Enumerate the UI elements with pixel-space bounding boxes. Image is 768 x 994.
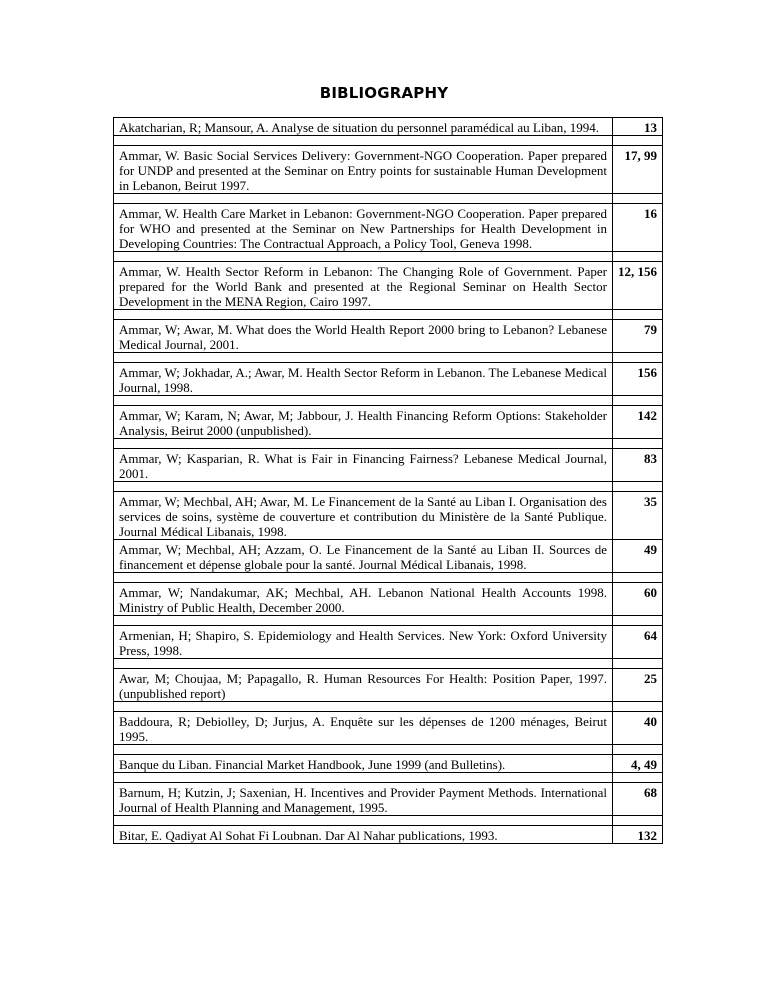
table-row xyxy=(114,363,663,396)
spacer-row xyxy=(114,659,663,669)
table-row xyxy=(114,118,663,136)
table-row xyxy=(114,583,663,616)
page-numbers: 49 xyxy=(613,540,663,573)
table-row xyxy=(114,492,663,540)
reference-text: Ammar, W; Kasparian, R. What is Fair in Financing Fairness? Lebanese Medical Journal, 2001. xyxy=(114,449,613,482)
page-numbers: 40 xyxy=(613,712,663,745)
page-numbers: 68 xyxy=(613,783,663,816)
table-row xyxy=(114,669,663,702)
reference-text: Bitar, E. Qadiyat Al Sohat Fi Loubnan. Dar Al Nahar publications, 1993. xyxy=(114,826,613,844)
table-row xyxy=(114,826,663,844)
reference-text: Ammar, W. Health Sector Reform in Lebanon: The Changing Role of Government. Paper prepared for the World Bank and presented at the Regional Seminar on Health Sector Development in the MENA Region, Cairo 1997. xyxy=(114,262,613,310)
reference-text: Armenian, H; Shapiro, S. Epidemiology and Health Services. New York: Oxford University Press, 1998. xyxy=(114,626,613,659)
table-row xyxy=(114,406,663,439)
reference-text: Ammar, W. Basic Social Services Delivery: Government-NGO Cooperation. Paper prepared for UNDP and presented at the Seminar on Entry points for sustainable Human Development in Lebanon, Beirut 1997. xyxy=(114,146,613,194)
page-numbers: 16 xyxy=(613,204,663,252)
table-row xyxy=(114,540,663,573)
reference-text: Ammar, W; Nandakumar, AK; Mechbal, AH. Lebanon National Health Accounts 1998. Ministry of Public Health, December 2000. xyxy=(114,583,613,616)
page-numbers: 64 xyxy=(613,626,663,659)
spacer-row xyxy=(114,252,663,262)
table-row xyxy=(114,262,663,310)
bibliography-table xyxy=(113,117,663,844)
page-numbers: 12, 156 xyxy=(613,262,663,310)
spacer-row xyxy=(114,136,663,146)
reference-text: Awar, M; Choujaa, M; Papagallo, R. Human Resources For Health: Position Paper, 1997. (unpublished report) xyxy=(114,669,613,702)
page-numbers: 25 xyxy=(613,669,663,702)
table-row xyxy=(114,712,663,745)
page-numbers: 132 xyxy=(613,826,663,844)
reference-text: Ammar, W; Mechbal, AH; Azzam, O. Le Financement de la Santé au Liban II. Sources de financement et dépense globale pour la santé. Journal Médical Libanais, 1998. xyxy=(114,540,613,573)
table-row xyxy=(114,783,663,816)
table-row xyxy=(114,626,663,659)
reference-text: Ammar, W; Karam, N; Awar, M; Jabbour, J. Health Financing Reform Options: Stakeholder Analysis, Beirut 2000 (unpublished). xyxy=(114,406,613,439)
spacer-row xyxy=(114,482,663,492)
spacer-row xyxy=(114,194,663,204)
page-numbers: 4, 49 xyxy=(613,755,663,773)
page-numbers: 142 xyxy=(613,406,663,439)
page-numbers: 83 xyxy=(613,449,663,482)
spacer-row xyxy=(114,616,663,626)
reference-text: Ammar, W; Jokhadar, A.; Awar, M. Health Sector Reform in Lebanon. The Lebanese Medical Journal, 1998. xyxy=(114,363,613,396)
table-row xyxy=(114,146,663,194)
spacer-row xyxy=(114,816,663,826)
spacer-row xyxy=(114,310,663,320)
page-numbers: 13 xyxy=(613,118,663,136)
reference-text: Akatcharian, R; Mansour, A. Analyse de situation du personnel paramédical au Liban, 1994. xyxy=(114,118,613,136)
reference-text: Banque du Liban. Financial Market Handbook, June 1999 (and Bulletins). xyxy=(114,755,613,773)
spacer-row xyxy=(114,773,663,783)
reference-text: Ammar, W. Health Care Market in Lebanon: Government-NGO Cooperation. Paper prepared for WHO and presented at the Seminar on New Partnerships for Health Development in Developing Countries: The Contractual Approach, a Policy Tool, Geneva 1998. xyxy=(114,204,613,252)
spacer-row xyxy=(114,702,663,712)
page-numbers: 17, 99 xyxy=(613,146,663,194)
page-title: BIBLIOGRAPHY xyxy=(319,84,449,102)
page-numbers: 35 xyxy=(613,492,663,540)
spacer-row xyxy=(114,396,663,406)
reference-text: Barnum, H; Kutzin, J; Saxenian, H. Incentives and Provider Payment Methods. International Journal of Health Planning and Management, 1995. xyxy=(114,783,613,816)
reference-text: Ammar, W; Mechbal, AH; Awar, M. Le Financement de la Santé au Liban I. Organisation des services de soins, système de couverture et contribution du Ministère de la Santé Publique. Journal Médical Libanais, 1998. xyxy=(114,492,613,540)
reference-text: Ammar, W; Awar, M. What does the World Health Report 2000 bring to Lebanon? Lebanese Medical Journal, 2001. xyxy=(114,320,613,353)
page-numbers: 79 xyxy=(613,320,663,353)
page-numbers: 60 xyxy=(613,583,663,616)
table-row xyxy=(114,449,663,482)
spacer-row xyxy=(114,745,663,755)
reference-text: Baddoura, R; Debiolley, D; Jurjus, A. Enquête sur les dépenses de 1200 ménages, Beirut 1995. xyxy=(114,712,613,745)
page-numbers: 156 xyxy=(613,363,663,396)
table-row xyxy=(114,204,663,252)
spacer-row xyxy=(114,439,663,449)
spacer-row xyxy=(114,353,663,363)
table-row xyxy=(114,755,663,773)
spacer-row xyxy=(114,573,663,583)
table-row xyxy=(114,320,663,353)
